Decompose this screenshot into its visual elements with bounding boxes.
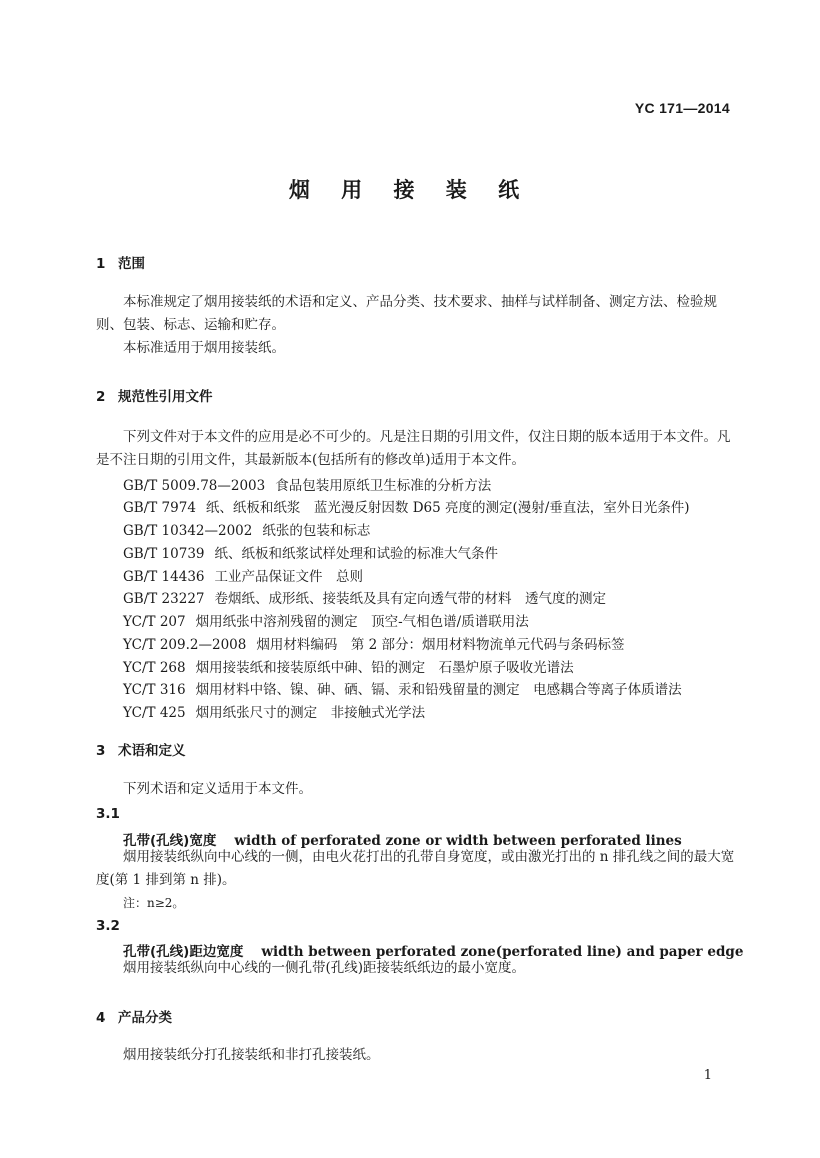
section-1-paragraph-1: 本标准规定了烟用接装纸的术语和定义、产品分类、技术要求、抽样与试样制备、测定方法、检验规则、包装、标志、运输和贮存。: [96, 294, 717, 333]
section-title: 范围: [118, 256, 145, 272]
reference-item: [123, 519, 370, 539]
reference-title: 卷烟纸、成形纸、接装纸及具有定向透气带的材料 透气度的测定: [214, 591, 606, 607]
term-3-1-definition: 烟用接装纸纵向中心线的一侧，由电火花打出的孔带自身宽度，或由激光打出的 n 排孔线之间的最大宽度(第 1 排到第 n 排)。: [96, 849, 735, 888]
reference-title: 烟用材料编码 第 2 部分：烟用材料物流单元代码与条码标签: [256, 637, 625, 653]
reference-title: 工业产品保证文件 总则: [214, 569, 363, 585]
reference-code: GB/T 5009.78—2003: [123, 478, 266, 494]
reference-code: YC/T 207: [123, 614, 186, 630]
term-chinese: 孔带(孔线)距边宽度: [123, 944, 244, 960]
term-chinese: 孔带(孔线)宽度: [123, 833, 217, 849]
reference-item: [123, 542, 498, 562]
reference-code: YC/T 316: [123, 682, 186, 698]
reference-title: 纸、纸板和纸浆 蓝光漫反射因数 D65 亮度的测定(漫射/垂直法，室外日光条件): [205, 500, 690, 516]
document-title: 烟 用 接 装 纸: [288, 178, 532, 202]
term-number: 3.2: [96, 918, 120, 934]
section-title: 术语和定义: [118, 743, 186, 759]
section-title: 产品分类: [118, 1010, 172, 1026]
reference-title: 烟用纸张中溶剂残留的测定 顶空-气相色谱/质谱联用法: [195, 614, 529, 630]
reference-code: YC/T 268: [123, 660, 186, 676]
section-2-heading: [96, 385, 213, 405]
reference-code: GB/T 14436: [123, 569, 205, 585]
reference-title: 烟用接装纸和接装原纸中砷、铅的测定 石墨炉原子吸收光谱法: [195, 660, 574, 676]
reference-item: [123, 610, 529, 630]
reference-title: 烟用纸张尺寸的测定 非接触式光学法: [195, 705, 426, 721]
standard-code: YC 171—2014: [634, 100, 730, 116]
section-number: 4: [96, 1010, 106, 1026]
reference-title: 食品包装用原纸卫生标准的分析方法: [275, 478, 492, 494]
reference-item: [123, 496, 690, 516]
reference-item: [123, 474, 491, 494]
reference-title: 纸张的包装和标志: [262, 523, 371, 539]
reference-item: [123, 678, 682, 698]
section-title: 规范性引用文件: [118, 389, 213, 405]
reference-item: [123, 565, 363, 585]
section-4-paragraph: 烟用接装纸分打孔接装纸和非打孔接装纸。: [123, 1047, 380, 1063]
section-3-intro: 下列术语和定义适用于本文件。: [123, 781, 312, 797]
section-number: 3: [96, 743, 106, 759]
reference-title: 烟用材料中铬、镍、砷、硒、镉、汞和铅残留量的测定 电感耦合等离子体质谱法: [195, 682, 682, 698]
section-1-heading: [96, 252, 145, 272]
section-1-paragraph-2: 本标准适用于烟用接装纸。: [123, 340, 285, 356]
section-3-heading: [96, 739, 186, 759]
reference-code: GB/T 23227: [123, 591, 205, 607]
section-number: 2: [96, 389, 106, 405]
reference-code: YC/T 209.2—2008: [123, 637, 247, 653]
reference-item: [123, 701, 425, 721]
term-number: 3.1: [96, 806, 120, 822]
term-english: width of perforated zone or width between perforated lines: [234, 833, 682, 849]
reference-code: GB/T 10342—2002: [123, 523, 253, 539]
reference-item: [123, 587, 606, 607]
section-number: 1: [96, 256, 106, 272]
reference-item: [123, 633, 625, 653]
reference-code: YC/T 425: [123, 705, 186, 721]
reference-code: GB/T 7974: [123, 500, 196, 516]
section-4-heading: [96, 1006, 172, 1026]
reference-title: 纸、纸板和纸浆试样处理和试验的标准大气条件: [214, 546, 498, 562]
reference-item: [123, 656, 574, 676]
term-english: width between perforated zone(perforated line) and paper edge: [261, 944, 744, 960]
page-number: 1: [703, 1068, 712, 1083]
section-2-intro: 下列文件对于本文件的应用是必不可少的。凡是注日期的引用文件，仅注日期的版本适用于本文件。凡是不注日期的引用文件，其最新版本(包括所有的修改单)适用于本文件。: [96, 429, 731, 468]
term-3-1-note: 注：n≥2。: [123, 896, 185, 910]
term-3-2-definition: 烟用接装纸纵向中心线的一侧孔带(孔线)距接装纸纸边的最小宽度。: [123, 960, 526, 976]
reference-code: GB/T 10739: [123, 546, 205, 562]
